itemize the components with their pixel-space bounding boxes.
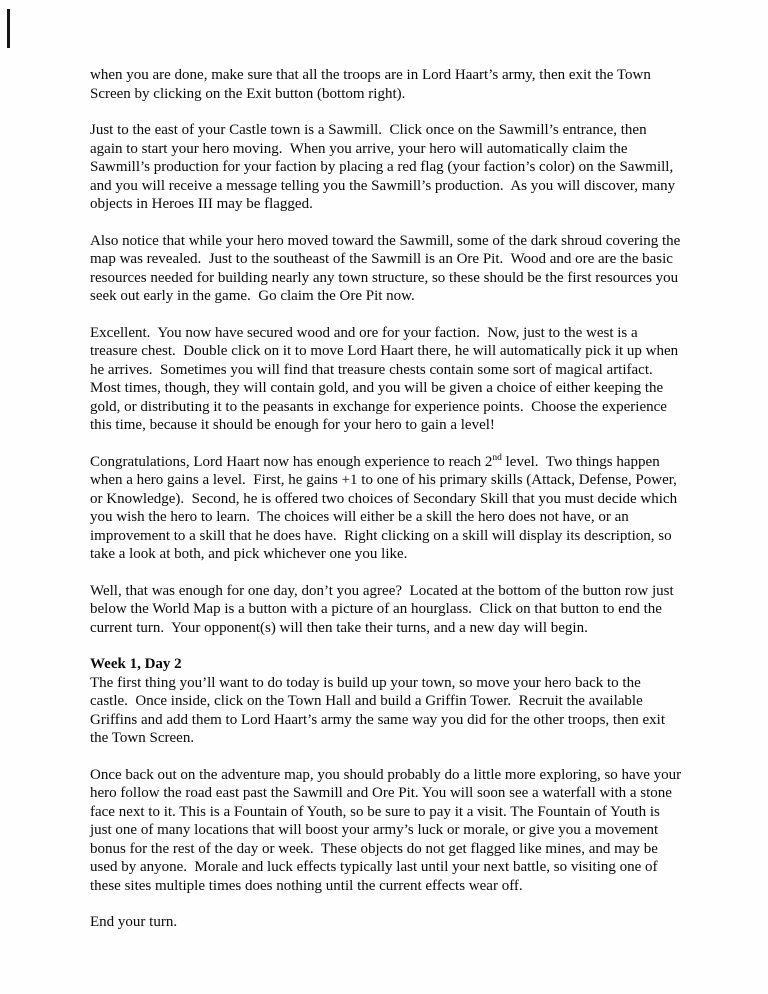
paragraph-treasure-chest: Excellent. You now have secured wood and ore for your faction. Now, just to the west is a treasure chest. Double click on it to move Lord Haart there, he will automatically pick it up when he arrives. Sometimes you will find that treasure chests contain some sort of magical artifact. Most times, though, they will contain gold, and you will be given a choice of either keeping the gold, or distributing it to the peasants in exchange for experience points. Choose the experience this time, because it should be enough for your hero to gain a level!	[90, 324, 682, 433]
paragraph-end-your-turn: End your turn.	[90, 914, 178, 930]
paragraph-end-turn-hourglass: Well, that was enough for one day, don’t you agree? Located at the bottom of the button row just below the World Map is a button with a picture of an hourglass. Click on that button to end the current turn. Your opponent(s) will then take their turns, and a new day will begin.	[90, 582, 678, 636]
ordinal-superscript: nd	[492, 452, 502, 463]
document-text-column	[90, 66, 685, 932]
paragraph-level-up-pre: Congratulations, Lord Haart now has enough experience to reach 2	[90, 453, 493, 470]
paragraph-ore-pit: Also notice that while your hero moved toward the Sawmill, some of the dark shroud covering the map was revealed. Just to the southeast of the Sawmill is an Ore Pit. Wood and ore are the basic resources needed for building nearly any town structure, so these should be the first resources you seek out early in the game. Go claim the Ore Pit now.	[90, 232, 685, 304]
paragraph-sawmill: Just to the east of your Castle town is a Sawmill. Click once on the Sawmill’s entrance, then again to start your hero moving. When you arrive, your hero will automatically claim the Sawmill’s production for your faction by placing a red flag (your faction’s color) on the Sawmill, and you will receive a message telling you the Sawmill’s production. As you will discover, many objects in Heroes III may be flagged.	[90, 122, 679, 212]
scan-artifact-mark	[7, 9, 10, 48]
paragraph-level-up-post: level. Two things happen when a hero gains a level. First, he gains +1 to one of his primary skills (Attack, Defense, Power, or Knowledge). Second, he is offered two choices of Secondary Skill that you must decide which you wish the hero to learn. The choices will either be a skill the hero does not have, or an improvement to a skill that he does have. Right clicking on a skill will display its description, so take a look at both, and pick whichever one you like.	[90, 453, 681, 562]
paragraph-fountain-of-youth: Once back out on the adventure map, you should probably do a little more exploring, so have your hero follow the road east past the Sawmill and Ore Pit. You will soon see a waterfall with a stone face next to it. This is a Fountain of Youth, so be sure to pay it a visit. The Fountain of Youth is just one of many locations that will boost your army’s luck or morale, or give you a movement bonus for the rest of the day or week. These objects do not get flagged like mines, and may be used by anyone. Morale and luck effects typically last until your next battle, so visiting one of these sites multiple times does nothing until the current effects wear off.	[90, 766, 685, 894]
paragraph-level-up	[90, 453, 682, 564]
paragraph-build-town: The first thing you’ll want to do today is build up your town, so move your hero back to the castle. Once inside, click on the Town Hall and build a Griffin Tower. Recruit the available Griffins and add them to Lord Haart’s army the same way you did for the other troops, then exit the Town Screen.	[90, 674, 669, 746]
paragraph-exit-town-screen: when you are done, make sure that all the troops are in Lord Haart’s army, then exit the Town Screen by clicking on the Exit button (bottom right).	[90, 67, 655, 102]
heading-week1-day2: Week 1, Day 2	[90, 656, 182, 672]
